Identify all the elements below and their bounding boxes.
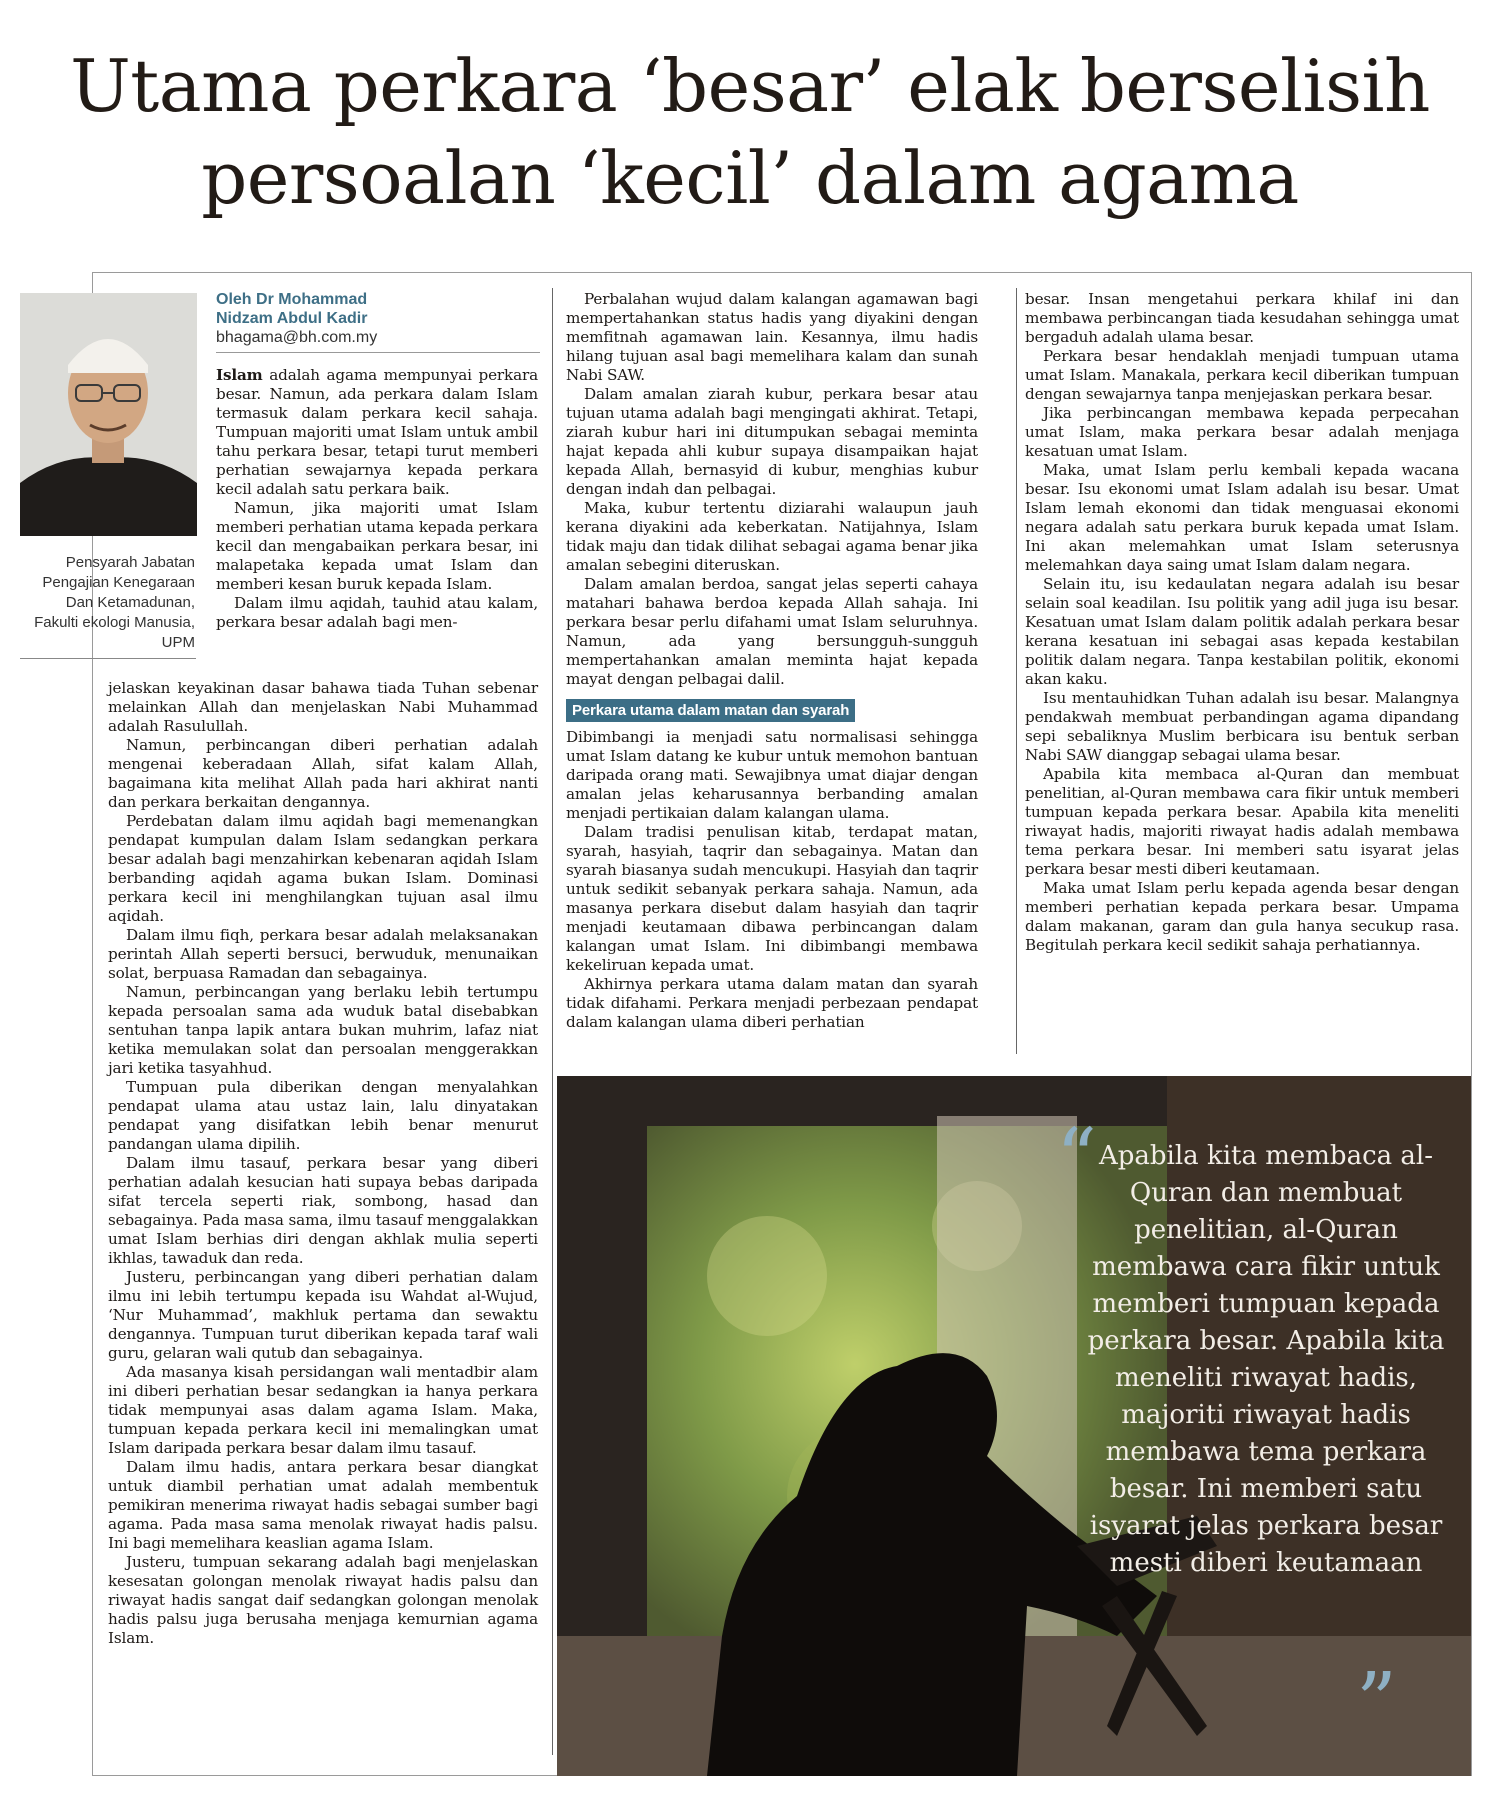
paragraph-text: Namun, jika majoriti umat Islam memberi perhatian utama kepada perkara kecil dan mengabaikan perkara besar, ini malapetaka kepada umat Islam dan memberi kesan buruk kepada Islam.: [216, 499, 538, 593]
byline-name: Nidzam Abdul Kadir: [216, 310, 368, 327]
headline-line-2: persoalan ‘kecil’ dalam agama: [201, 136, 1299, 220]
byline-prefix: Oleh Dr Mohammad: [216, 291, 368, 308]
paragraph-text: adalah agama mempunyai perkara besar. Namun, ada perkara dalam Islam termasuk dalam perkara kecil sahaja. Tumpuan majoriti umat Islam untuk ambil tahu perkara besar, tetapi turut memberi perhatian sewajarnya kepada perkara kecil adalah satu perkara baik.: [216, 366, 538, 498]
paragraph: [566, 823, 978, 975]
paragraph-text: Justeru, perbincangan yang diberi perhatian dalam ilmu ini lebih tertumpu kepada isu Wahdat al-Wujud, ‘Nur Muhammad’, makhluk pertama dan sewaktu dengannya. Tumpuan turut diberikan kepada taraf wali guru, gelaran wali qutub dan sebagainya.: [108, 1268, 538, 1362]
paragraph-text: Apabila kita membaca al-Quran dan membuat penelitian, al-Quran membawa cara fikir untuk memberi tumpuan kepada perkara besar. Apabila kita meneliti riwayat hadis, majoriti riwayat hadis adalah membawa tema perkara besar. Ini memberi satu isyarat jelas perkara besar mesti diberi keutamaan.: [1025, 765, 1459, 878]
paragraph: [108, 1268, 538, 1363]
paragraph: [108, 1458, 538, 1553]
divider: [216, 352, 540, 353]
paragraph-text: Akhirnya perkara utama dalam matan dan syarah tidak difahami. Perkara menjadi perbezaan pendapat dalam kalangan ulama diberi perhatian: [566, 975, 978, 1031]
divider: [20, 658, 196, 659]
paragraph: [566, 575, 978, 689]
paragraph-text: jelaskan keyakinan dasar bahawa tiada Tuhan sebenar melainkan Allah dan menjelaskan Nabi Muhammad adalah Rasulullah.: [108, 679, 538, 735]
paragraph-text: Isu mentauhidkan Tuhan adalah isu besar. Malangnya pendakwah membuat perbandingan agama dipandang sepi sebaliknya Muslim berbicara isu bentuk serban Nabi SAW dianggap sebagai ulama besar.: [1025, 689, 1459, 764]
author-caption: Pensyarah Jabatan Pengajian Kenegaraan Dan Ketamadunan, Fakulti ekologi Manusia, UPM: [34, 554, 195, 651]
paragraph: [1025, 689, 1459, 765]
paragraph: [108, 1363, 538, 1458]
paragraph-text: Maka umat Islam perlu kepada agenda besar dengan memberi perhatian kepada perkara besar. Umpama dalam makanan, garam dan gula hanya secukup rasa. Begitulah perkara kecil sedikit sahaja perhatiannya.: [1025, 879, 1459, 954]
paragraph: [108, 812, 538, 926]
paragraph-text: Perbalahan wujud dalam kalangan agamawan bagi mempertahankan status hadis yang diyakini dengan memfitnah agamawan lain. Kesannya, ilmu hadis hilang tujuan asal bagi memelihara kalam dan sunah Nabi SAW.: [566, 290, 978, 384]
paragraph-text: Jika perbincangan membawa kepada perpecahan umat Islam, maka perkara besar adalah menjaga kesatuan umat Islam.: [1025, 404, 1459, 460]
paragraph-text: Perkara besar hendaklah menjadi tumpuan utama umat Islam. Manakala, perkara kecil diberikan tumpuan dengan sewajarnya tanpa menjejaskan perkara besar.: [1025, 347, 1459, 403]
paragraph: [216, 366, 538, 499]
column-2: [566, 290, 978, 1032]
paragraph-text: Ada masanya kisah persidangan wali mentadbir alam ini diberi perhatian besar sedangkan ia hanya perkara tidak mempunyai asas dalam agama Islam. Maka, tumpuan kepada perkara kecil ini memalingkan umat Islam daripada perkara besar dalam ilmu tasauf.: [108, 1363, 538, 1457]
headline-line-1: Utama perkara ‘besar’ elak berselisih: [70, 44, 1430, 128]
paragraph: [1025, 404, 1459, 461]
paragraph: [566, 499, 978, 575]
paragraph-text: Dalam amalan berdoa, sangat jelas seperti cahaya matahari bahawa berdoa kepada Allah sahaja. Ini perkara besar perlu difahami umat Islam seluruhnya. Namun, ada yang bersungguh-sungguh mempertahankan amalan meminta hajat kepada mayat dengan pelbagai dalil.: [566, 575, 978, 688]
paragraph-text: Maka, kubur tertentu diziarahi walaupun jauh kerana diyakini ada keberkatan. Natijahnya, Islam tidak maju dan tidak dilihat sebagai agama benar jika amalan sebegini diteruskan.: [566, 499, 978, 574]
paragraph: [1025, 347, 1459, 404]
quote-open-icon: “: [1056, 1111, 1097, 1204]
paragraph-text: Namun, perbincangan yang berlaku lebih tertumpu kepada persoalan sama ada wuduk batal disebabkan sentuhan tanpa lapik antara bukan muhrim, lafaz niat ketika memulakan solat dan persoalan menggerakkan jari ketika tasyahhud.: [108, 983, 538, 1077]
author-photo: [20, 293, 197, 536]
column-3: [1025, 290, 1459, 955]
paragraph: [566, 385, 978, 499]
paragraph: [566, 728, 978, 823]
paragraph-text: Dalam tradisi penulisan kitab, terdapat matan, syarah, hasyiah, taqrir dan sebagainya. Matan dan syarah biasanya sudah mencukupi. Hasyiah dan taqrir untuk sedikit sebanyak perkara sahaja. Namun, ada masanya perkara disebut dalam hasyiah dan taqrir menjadi keutamaan dibawa perbincangan dalam kalangan umat Islam. Ini dibimbangi membawa kekeliruan kepada umat.: [566, 823, 978, 974]
paragraph-text: Tumpuan pula diberikan dengan menyalahkan pendapat ulama atau ustaz lain, lalu dinyatakan pendapat yang disifatkan lebih benar menurut pandangan ulama dipilih.: [108, 1078, 538, 1153]
paragraph-text: Dalam ilmu aqidah, tauhid atau kalam, perkara besar adalah bagi men-: [216, 594, 538, 631]
paragraph: [216, 499, 538, 594]
paragraph: [108, 1553, 538, 1648]
column-1-top: [216, 366, 538, 632]
column-1-bottom: [108, 679, 538, 1648]
paragraph: [1025, 290, 1459, 347]
quote-close-icon: ”: [1356, 1655, 1397, 1748]
paragraph: [108, 679, 538, 736]
paragraph-text: Namun, perbincangan diberi perhatian adalah mengenai keberadaan Allah, sifat kalam Allah, bagaimana kita melihat Allah pada hari akhirat nanti dan perkara berkaitan dengannya.: [108, 736, 538, 811]
paragraph: [1025, 879, 1459, 955]
paragraph-text: Perdebatan dalam ilmu aqidah bagi memenangkan pendapat kumpulan dalam Islam sedangkan perkara besar adalah bagi menzahirkan kebenaran aqidah Islam berbanding aqidah agama bukan Islam. Dominasi perkara kecil ini menghilangkan tujuan asal ilmu aqidah.: [108, 812, 538, 925]
paragraph: [108, 1078, 538, 1154]
paragraph-text: Selain itu, isu kedaulatan negara adalah isu besar selain soal keadilan. Isu politik yang adil juga isu besar. Kesatuan umat Islam dalam politik adalah perkara besar kerana kesatuan ini sebagai asas kepada kestabilan politik dalam negara. Tanpa kestabilan politik, ekonomi akan kaku.: [1025, 575, 1459, 688]
paragraph: [566, 290, 978, 385]
paragraph: [1025, 765, 1459, 879]
column-divider: [552, 288, 553, 1755]
paragraph-text: Dalam ilmu tasauf, perkara besar yang diberi perhatian adalah kesucian hati supaya bebas daripada sifat tercela seperti riak, sombong, hasad dan sebagainya. Pada masa sama, ilmu tasauf menggalakkan umat Islam berhias diri dengan akhlak mulia seperti ikhlas, tawaduk dan reda.: [108, 1154, 538, 1267]
paragraph-text: Dalam amalan ziarah kubur, perkara besar atau tujuan utama adalah bagi mengingati akhirat. Tetapi, ziarah kubur hari ini ditumpukan sebagai meminta hajat kepada ahli kubur supaya disampaikan hajat kepada Allah, bernasyid di kubur, menghias kubur dengan indah dan pelbagai.: [566, 385, 978, 498]
headline: [0, 40, 1500, 224]
paragraph-text: Dalam ilmu fiqh, perkara besar adalah melaksanakan perintah Allah seperti bersuci, berwuduk, menunaikan solat, berpuasa Ramadan dan sebagainya.: [108, 926, 538, 982]
paragraph: [108, 1154, 538, 1268]
paragraph-text: besar. Insan mengetahui perkara khilaf ini dan membawa perbincangan tiada kesudahan sehingga umat bergaduh adalah ulama besar.: [1025, 290, 1459, 346]
paragraph-text: Justeru, tumpuan sekarang adalah bagi menjelaskan kesesatan golongan menolak riwayat hadis palsu dan riwayat hadis sangat daif sedangkan golongan menolak hadis palsu juga berusaha menjaga kemurnian agama Islam.: [108, 1553, 538, 1647]
paragraph: [108, 983, 538, 1078]
paragraph: [216, 594, 538, 632]
paragraph: [108, 926, 538, 983]
byline: [216, 290, 536, 347]
pull-quote: Apabila kita membaca al-Quran dan membuat penelitian, al-Quran membawa cara fikir untuk memberi tumpuan kepada perkara besar. Apabila kita meneliti riwayat hadis, majoriti riwayat hadis membawa tema perkara besar. Ini memberi satu isyarat jelas perkara besar mesti diberi keutamaan: [1087, 1141, 1445, 1578]
lead-word: Islam: [216, 366, 263, 384]
paragraph: [566, 975, 978, 1032]
column-divider: [1016, 288, 1017, 1054]
subheading: Perkara utama dalam matan dan syarah: [566, 699, 855, 722]
paragraph-text: Maka, umat Islam perlu kembali kepada wacana besar. Isu ekonomi umat Islam adalah isu besar. Umat Islam lemah ekonomi dan tidak menguasai ekonomi negara adalah satu perkara buruk kepada umat Islam. Ini akan melemahkan umat Islam seterusnya melemahkan daya saing umat Islam dalam negara.: [1025, 461, 1459, 574]
author-email: bhagama@bh.com.my: [216, 329, 378, 346]
paragraph-text: Dibimbangi ia menjadi satu normalisasi sehingga umat Islam datang ke kubur untuk memohon bantuan daripada orang mati. Sewajibnya umat diajar dengan amalan jelas keharusannya berbanding amalan menjadi pertikaian dalam kalangan ulama.: [566, 728, 978, 822]
paragraph: [1025, 575, 1459, 689]
paragraph-text: Dalam ilmu hadis, antara perkara besar diangkat untuk diambil perhatian umat adalah membentuk pemikiran menerima riwayat hadis sebagai sumber bagi agama. Pada masa sama menolak riwayat hadis palsu. Ini bagi memelihara keaslian agama Islam.: [108, 1458, 538, 1552]
paragraph: [108, 736, 538, 812]
paragraph: [1025, 461, 1459, 575]
